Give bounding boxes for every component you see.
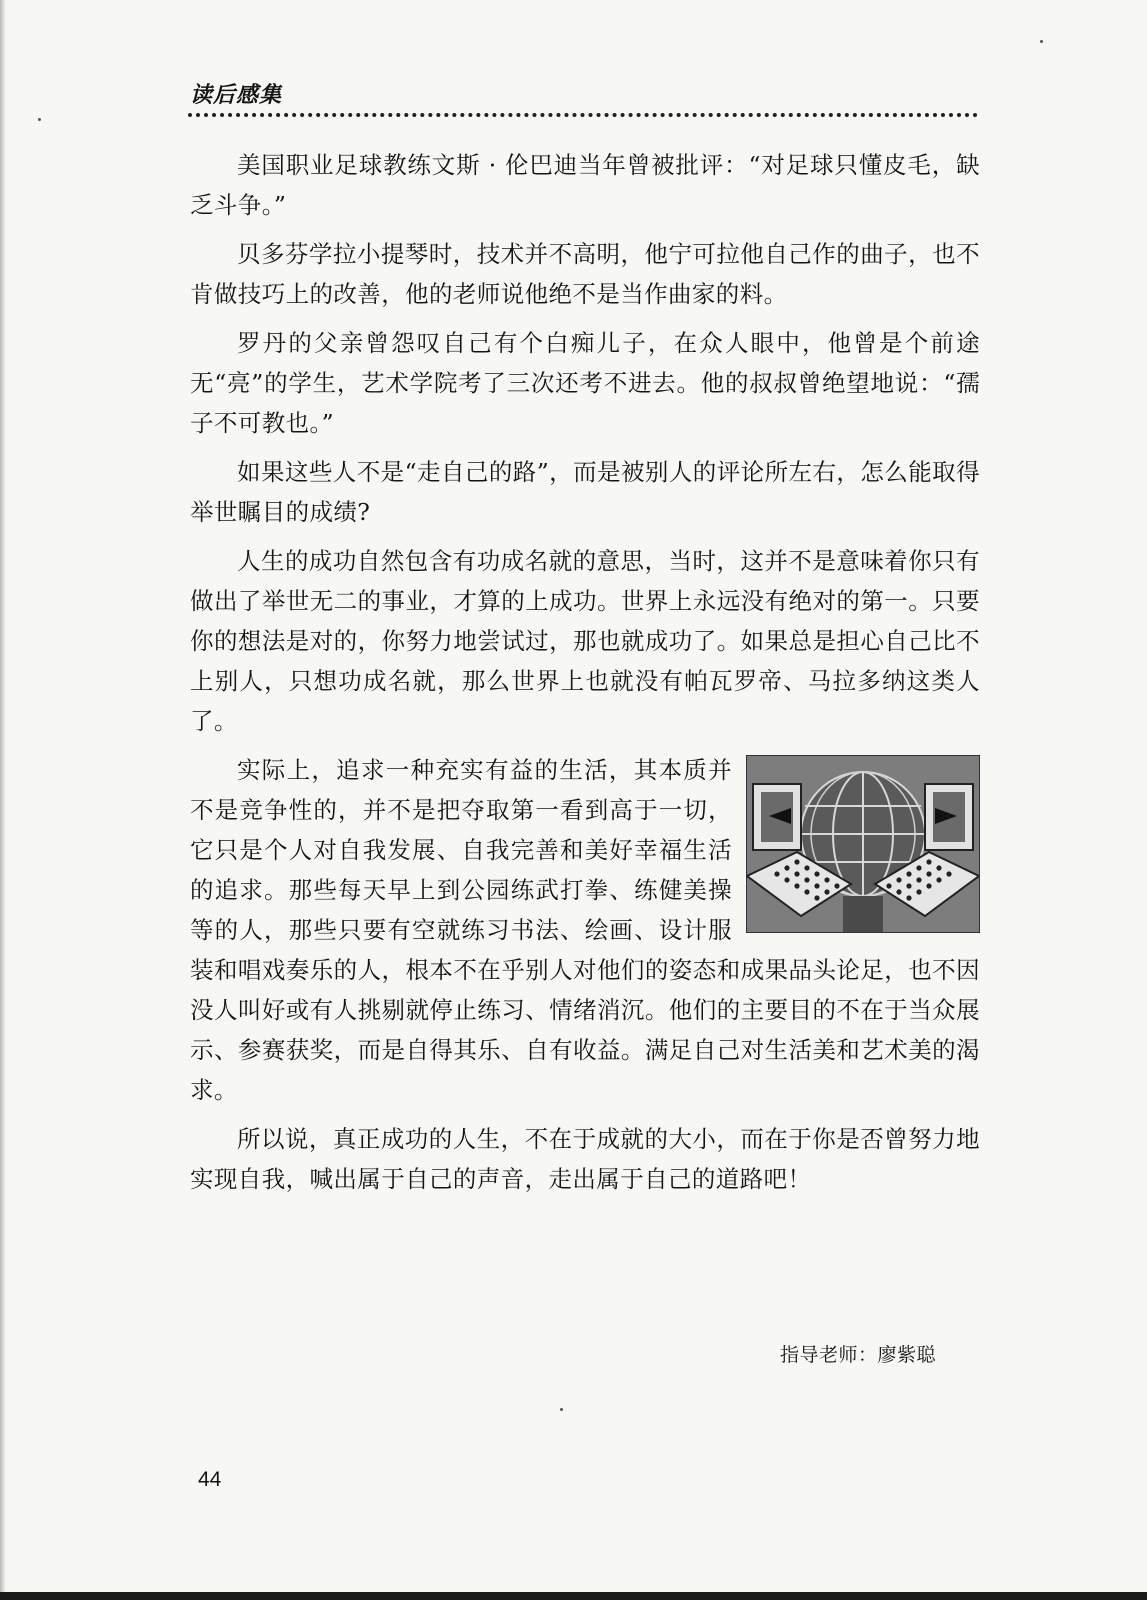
running-header-title: 读后感集 — [190, 83, 283, 108]
paragraph: 所以说，真正成功的人生，不在于成就的大小，而在于你是否曾努力地实现自我，喊出属于自己的声音，走出属于自己的道路吧！ — [190, 1125, 980, 1193]
paragraph: 罗丹的父亲曾怨叹自己有个白痴儿子，在众人眼中，他曾是个前途无“亮”的学生，艺术学院考了三次还考不进去。他的叔叔曾绝望地说：“孺子不可教也。” — [190, 329, 980, 437]
paragraph: 如果这些人不是“走自己的路”，而是被别人的评论所左右，怎么能取得举世瞩目的成绩? — [190, 458, 980, 526]
scan-speck — [1040, 40, 1043, 43]
scan-speck — [560, 1408, 563, 1411]
instructor-credit: 指导老师：廖紫聪 — [780, 1344, 937, 1366]
page-edge-bottom — [0, 1592, 1147, 1600]
paragraph: 实际上，追求一种充实有益的生活，其本质并不是竞争性的，并不是把夺取第一看到高于一切，它只是个人对自我发展、自我完善和美好幸福生活的追求。那些每天早上到公园练武打拳、练健美操等的人，那些只要有空就练习书法、绘画、设计服装和唱戏奏乐的人，根本不在乎别人对他们的姿态和成果品头论足，也不因没人叫好或有人挑剔就停止练习、情绪消沉。他们的主要目的不在于当众展示、参赛获奖，而是自得其乐、自有收益。满足自己对生活美和艺术美的渴求。 — [190, 756, 980, 1104]
page-number: 44 — [198, 1468, 222, 1491]
paragraph: 美国职业足球教练文斯 · 伦巴迪当年曾被批评：“对足球只懂皮毛，缺乏斗争。” — [190, 151, 980, 219]
page-edge-shadow — [0, 0, 6, 1600]
header-rule — [188, 113, 978, 117]
globe-laptops-illustration — [746, 755, 980, 933]
paragraph: 人生的成功自然包含有功成名就的意思，当时，这并不是意味着你只有做出了举世无二的事业，才算的上成功。世界上永远没有绝对的第一。只要你的想法是对的，你努力地尝试过，那也就成功了。如果总是担心自己比不上别人，只想功成名就，那么世界上也就没有帕瓦罗帝、马拉多纳这类人了。 — [190, 547, 980, 735]
paragraph: 贝多芬学拉小提琴时，技术并不高明，他宁可拉他自己作的曲子，也不肯做技巧上的改善，他的老师说他绝不是当作曲家的料。 — [190, 240, 980, 308]
article-body — [190, 145, 980, 1199]
scan-speck — [38, 118, 41, 121]
